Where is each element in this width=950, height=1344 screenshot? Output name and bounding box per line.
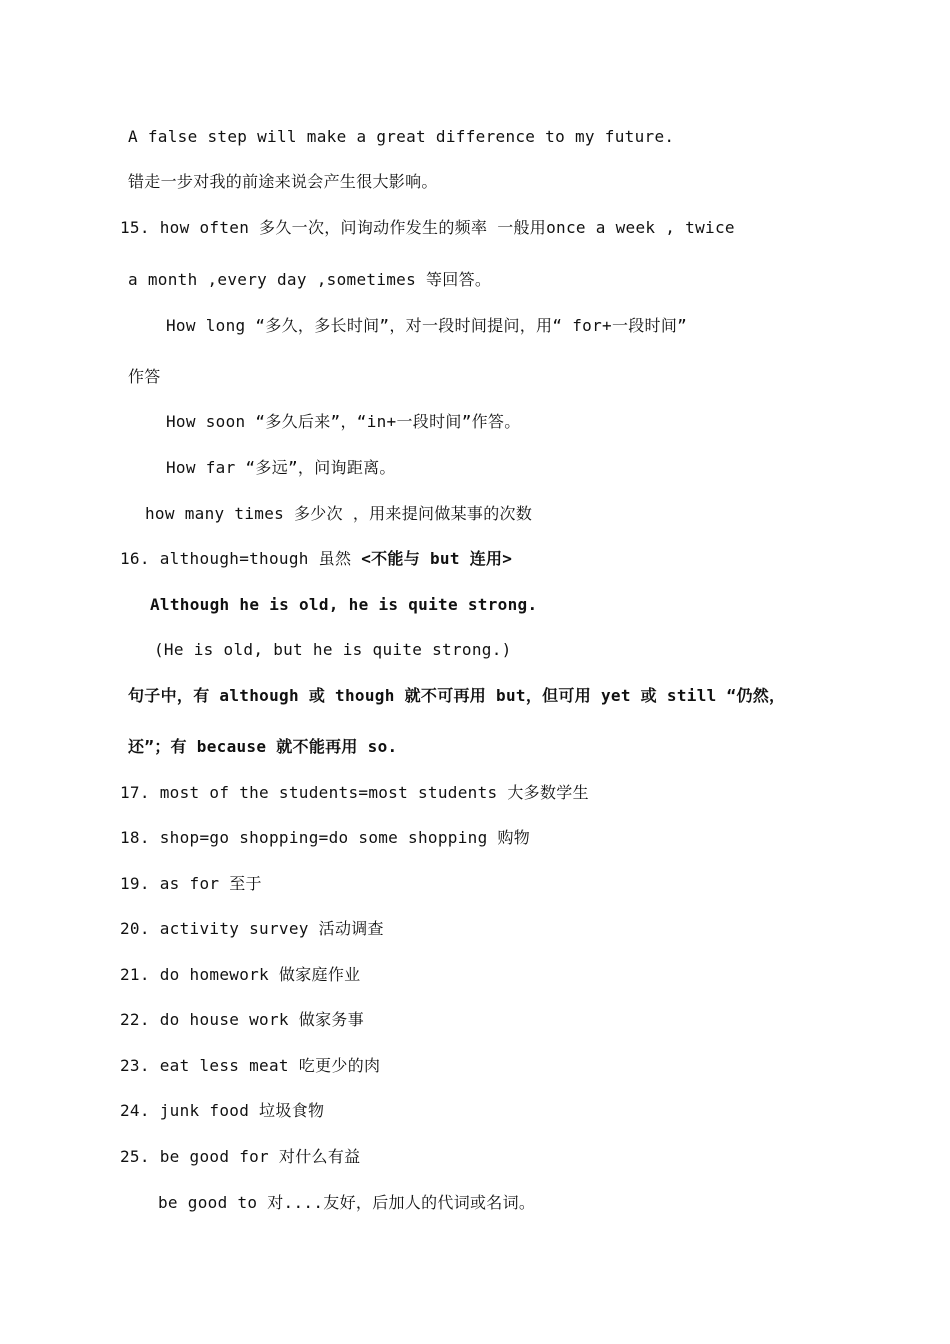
item-15-how-often: 15. how often 多久一次，问询动作发生的频率 一般用once a week , twice [120,218,735,237]
item-17: 17. most of the students=most students 大多数学生 [120,783,589,802]
item-16-example: Although he is old, he is quite strong. [150,595,538,614]
item-16-example-alt: (He is old, but he is quite strong.) [154,640,512,659]
item-16-although [120,549,512,569]
item-16-rule-continued: 还”；有 because 就不能再用 so. [128,737,398,756]
item-21: 21. do homework 做家庭作业 [120,965,361,984]
item-how-long: How long “多久，多长时间”，对一段时间提问，用“ for+一段时间” [166,316,688,335]
item-24: 24. junk food 垃圾食物 [120,1101,325,1120]
item-20: 20. activity survey 活动调查 [120,919,384,938]
item-16-rule: 句子中，有 although 或 though 就不可再用 but，但可用 yet 或 still “仍然， [128,686,786,705]
sentence-translation-false-step: 错走一步对我的前途来说会产生很大影响。 [128,172,438,191]
item-25-continued: be good to 对....友好，后加人的代词或名词。 [158,1193,536,1212]
sentence-example-false-step: A false step will make a great difference to my future. [128,127,675,146]
item-how-far: How far “多远”，问询距离。 [166,458,396,477]
item-16-although-main: 16. although=though 虽然 [120,549,362,568]
item-16-although-note: <不能与 but 连用> [361,549,513,568]
item-how-long-continued: 作答 [128,367,161,386]
item-15-continued: a month ,every day ,sometimes 等回答。 [128,270,492,289]
item-how-many-times: how many times 多少次 ，用来提问做某事的次数 [145,504,533,523]
item-how-soon: How soon “多久后来”，“in+一段时间”作答。 [166,412,521,431]
item-23: 23. eat less meat 吃更少的肉 [120,1056,381,1075]
item-25: 25. be good for 对什么有益 [120,1147,361,1166]
item-18: 18. shop=go shopping=do some shopping 购物 [120,828,531,847]
item-22: 22. do house work 做家务事 [120,1010,364,1029]
item-19: 19. as for 至于 [120,874,262,893]
